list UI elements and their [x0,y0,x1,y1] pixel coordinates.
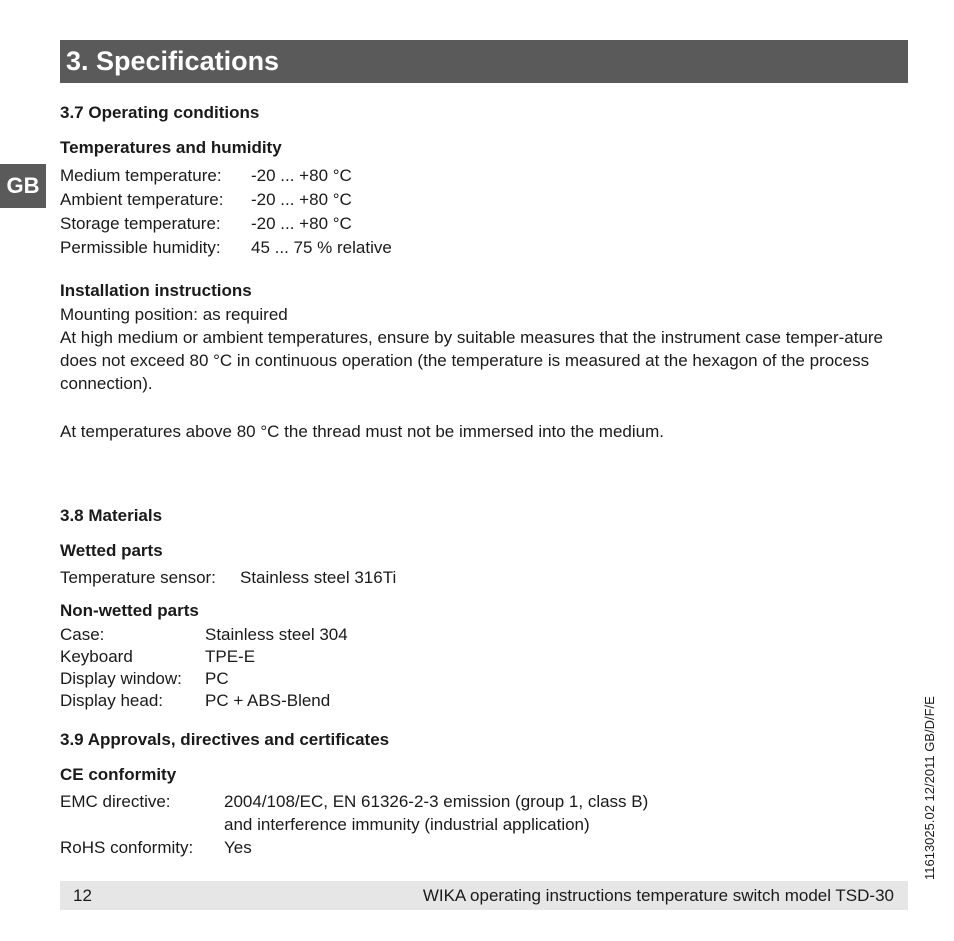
spec-label-display-window: Display window: [60,669,182,688]
spec-label-case: Case: [60,625,105,644]
spec-value-keyboard: TPE-E [205,647,256,666]
spec-value-emc-line-2: and interference immunity (industrial application) [224,815,590,834]
spec-label-ambient-temperature: Ambient temperature: [60,190,224,209]
temperatures-humidity-heading: Temperatures and humidity [60,138,282,157]
spec-label-medium-temperature: Medium temperature: [60,166,222,185]
page-title: 3. Specifications [66,46,280,76]
wetted-parts-heading: Wetted parts [60,541,163,560]
spec-label-storage-temperature: Storage temperature: [60,214,221,233]
section-3-8-heading: 3.8 Materials [60,506,163,525]
spec-value-temperature-sensor: Stainless steel 316Ti [240,568,397,587]
language-tab: GB [0,164,46,208]
section-3-9-heading: 3.9 Approvals, directives and certificates [60,730,390,749]
mounting-position: Mounting position: as required [60,305,288,324]
ce-conformity-heading: CE conformity [60,765,177,784]
spec-value-rohs: Yes [224,838,252,857]
spec-value-medium-temperature: -20 ... +80 °C [251,166,352,185]
footer-document-title: WIKA operating instructions temperature switch model TSD-30 [422,885,894,905]
non-wetted-parts-heading: Non-wetted parts [60,601,199,620]
installation-paragraph: At high medium or ambient temperatures, ensure by suitable measures that the instrument case temper-ature does not exceed 80 °C in continuous operation (the temperature is measured at the hexagon of the process connection). [60,328,884,393]
spec-label-temperature-sensor: Temperature sensor: [60,568,216,587]
spec-value-display-window: PC [205,669,229,688]
spec-label-keyboard: Keyboard [60,647,133,666]
spec-value-storage-temperature: -20 ... +80 °C [251,214,352,233]
spec-label-emc: EMC directive: [60,792,171,811]
spec-value-display-head: PC + ABS-Blend [205,691,331,710]
page-number: 12 [73,885,92,905]
section-title-bar [60,40,908,83]
spec-label-display-head: Display head: [60,691,164,710]
section-3-7-heading: 3.7 Operating conditions [60,103,260,122]
spec-label-rohs: RoHS conformity: [60,838,194,857]
spec-value-case: Stainless steel 304 [205,625,348,644]
page-footer [60,881,908,910]
installation-heading: Installation instructions [60,281,252,300]
spec-label-humidity: Permissible humidity: [60,238,221,257]
thread-note: At temperatures above 80 °C the thread must not be immersed into the medium. [60,422,664,441]
spec-value-emc-line-1: 2004/108/EC, EN 61326-2-3 emission (group 1, class B) [224,792,649,811]
document-code: 11613025.02 12/2011 GB/D/F/E [922,696,937,880]
spec-value-ambient-temperature: -20 ... +80 °C [251,190,352,209]
spec-value-humidity: 45 ... 75 % relative [251,238,392,257]
